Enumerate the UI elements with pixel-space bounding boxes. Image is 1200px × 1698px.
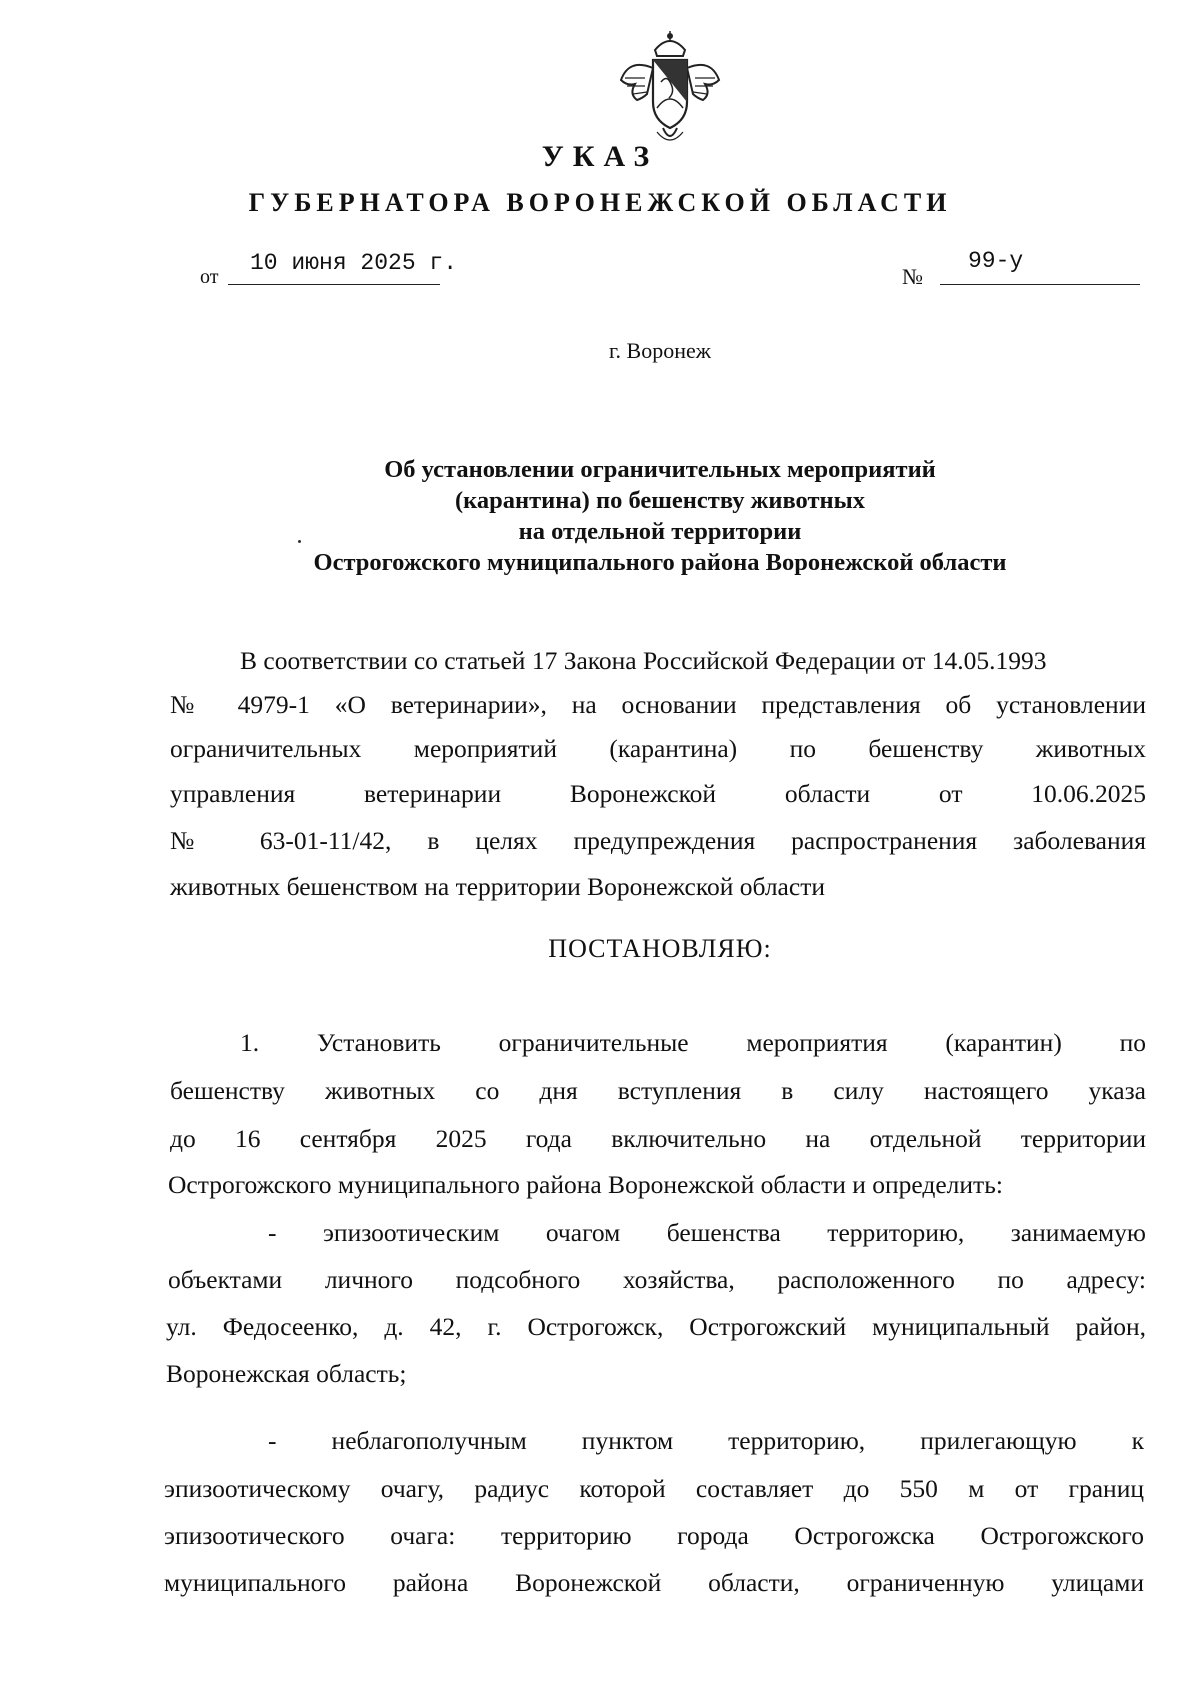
coat-of-arms-icon (615, 28, 725, 148)
unsafe-line: эпизоотическому очагу, радиус которой составляет до 550 м от границ (164, 1474, 1144, 1503)
item1-line: Острогожского муниципального района Воронежской области и определить: (168, 1170, 1003, 1199)
heading-line: Об установлении ограничительных мероприятий (384, 456, 936, 483)
number-underline (940, 284, 1140, 285)
decree-subtitle: ГУБЕРНАТОРА ВОРОНЕЖСКОЙ ОБЛАСТИ (248, 188, 952, 217)
city-name: г. Воронеж (609, 338, 711, 363)
preamble-line: животных бешенством на территории Воронежской области (170, 872, 825, 901)
date-label: от (200, 266, 219, 288)
resolve-heading: ПОСТАНОВЛЯЮ: (548, 934, 772, 963)
preamble-line: ограничительных мероприятий (карантина) по бешенству животных (170, 734, 1146, 763)
focus-line: Воронежская область; (166, 1359, 407, 1388)
scan-speck (298, 540, 301, 543)
decree-date: 10 июня 2025 г. (250, 250, 458, 276)
preamble-line: В соответствии со статьей 17 Закона Российской Федерации от 14.05.1993 (240, 646, 1047, 675)
item1-line: до 16 сентября 2025 года включительно на отдельной территории (170, 1124, 1146, 1153)
preamble-line: управления ветеринарии Воронежской области от 10.06.2025 (170, 779, 1146, 808)
focus-line: ул. Федосеенко, д. 42, г. Острогожск, Острогожский муниципальный район, (166, 1312, 1146, 1341)
number-label: № (902, 264, 923, 289)
date-underline (228, 284, 440, 285)
unsafe-line: - неблагополучным пунктом территорию, прилегающую к (268, 1426, 1144, 1455)
heading-line: (карантина) по бешенству животных (455, 487, 865, 514)
item1-line: 1. Установить ограничительные мероприятия (карантин) по (240, 1028, 1146, 1057)
heading-line: на отдельной территории (518, 518, 802, 545)
decree-heading (0, 454, 1200, 578)
heading-line: Острогожского муниципального района Воронежской области (313, 549, 1007, 576)
focus-line: объектами личного подсобного хозяйства, расположенного по адресу: (168, 1265, 1146, 1294)
decree-number: 99-у (968, 248, 1024, 274)
unsafe-line: эпизоотического очага: территорию города Острогожска Острогожского (164, 1521, 1144, 1550)
preamble-line: № 4979-1 «О ветеринарии», на основании представления об установлении (170, 690, 1146, 719)
focus-line: - эпизоотическим очагом бешенства территорию, занимаемую (268, 1218, 1146, 1247)
unsafe-line: муниципального района Воронежской области, ограниченную улицами (164, 1568, 1144, 1597)
decree-title: УКАЗ (541, 140, 659, 173)
item1-line: бешенству животных со дня вступления в силу настоящего указа (170, 1076, 1146, 1105)
preamble-line: № 63-01-11/42, в целях предупреждения распространения заболевания (170, 826, 1146, 855)
